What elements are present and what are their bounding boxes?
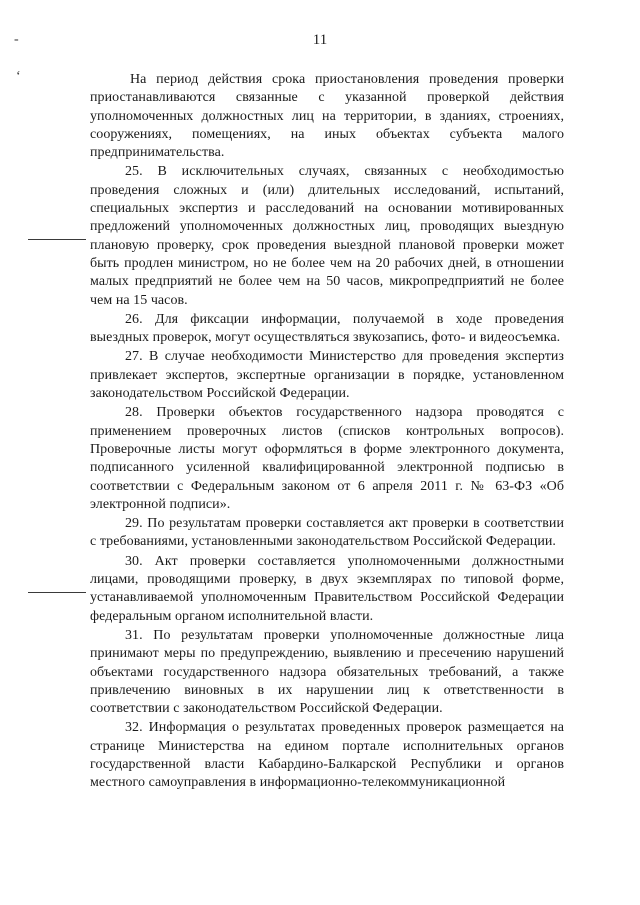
document-body: [90, 71, 564, 793]
paragraph-28: 28. Проверки объектов государственного надзора проводятся с применением проверочных листов (списков контрольных вопросов). Проверочные листы могут оформляться в форме электронного документа, подписанного усиленной квалифицированной электронной подписью в соответствии с Федеральным законом от 6 апреля 2011 г. № 63-ФЗ «Об электронной подписи».: [90, 405, 564, 512]
paragraph-27: 27. В случае необходимости Министерство для проведения экспертиз привлекает экспертов, экспертные организации в порядке, установленном законодательством Российской Федерации.: [90, 349, 564, 402]
margin-mark-second: ‘: [16, 69, 21, 84]
paragraph-31: 31. По результатам проверки уполномоченные должностные лица принимают меры по предупреждению, выявлению и пресечению нарушений объектами государственного надзора обязательных требований, а также привлечению виновных в их нарушении лиц к ответственности в соответствии с законодательством Российской Федерации.: [90, 627, 564, 717]
margin-mark-top: -: [14, 32, 19, 47]
margin-fold-line-lower: [28, 592, 86, 593]
paragraph-26: 26. Для фиксации информации, получаемой в ходе проведения выездных проверок, могут осуществляться звукозапись, фото- и видеосъемка.: [90, 311, 564, 346]
paragraph-32: 32. Информация о результатах проведенных проверок размещается на странице Министерства на едином портале исполнительных органов государственной власти Кабардино-Балкарской Республики и органов местного самоуправления в информационно-телекоммуникационной: [90, 720, 564, 791]
paragraph-30: 30. Акт проверки составляется уполномоченными должностными лицами, проводящими проверку, в двух экземплярах по типовой форме, устанавливаемой уполномоченным Правительством Российской Федерации федеральным органом исполнительной власти.: [90, 553, 564, 624]
margin-fold-line-upper: [28, 239, 86, 240]
page-number: 11: [312, 32, 328, 48]
paragraph-29: 29. По результатам проверки составляется акт проверки в соответствии с требованиями, установленными законодательством Российской Федерации.: [90, 516, 564, 550]
paragraph-25: 25. В исключительных случаях, связанных с необходимостью проведения сложных и (или) длительных исследований, испытаний, специальных экспертиз и расследований на основании мотивированных предложений уполномоченных должностных лиц, проводящих выездную плановую проверку, срок проведения выездной плановой проверки может быть продлен министром, но не более чем на 20 рабочих дней, в отношении малых предприятий не более чем на 50 часов, микропредприятий не более чем на 15 часов.: [90, 164, 564, 308]
paragraph-suspension-period: На период действия срока приостановления проведения проверки приостанавливаются связанные с указанной проверкой действия уполномоченных должностных лиц на территории, в зданиях, строениях, сооружениях, помещениях, на иных объектах субъекта малого предпринимательства.: [90, 72, 564, 161]
